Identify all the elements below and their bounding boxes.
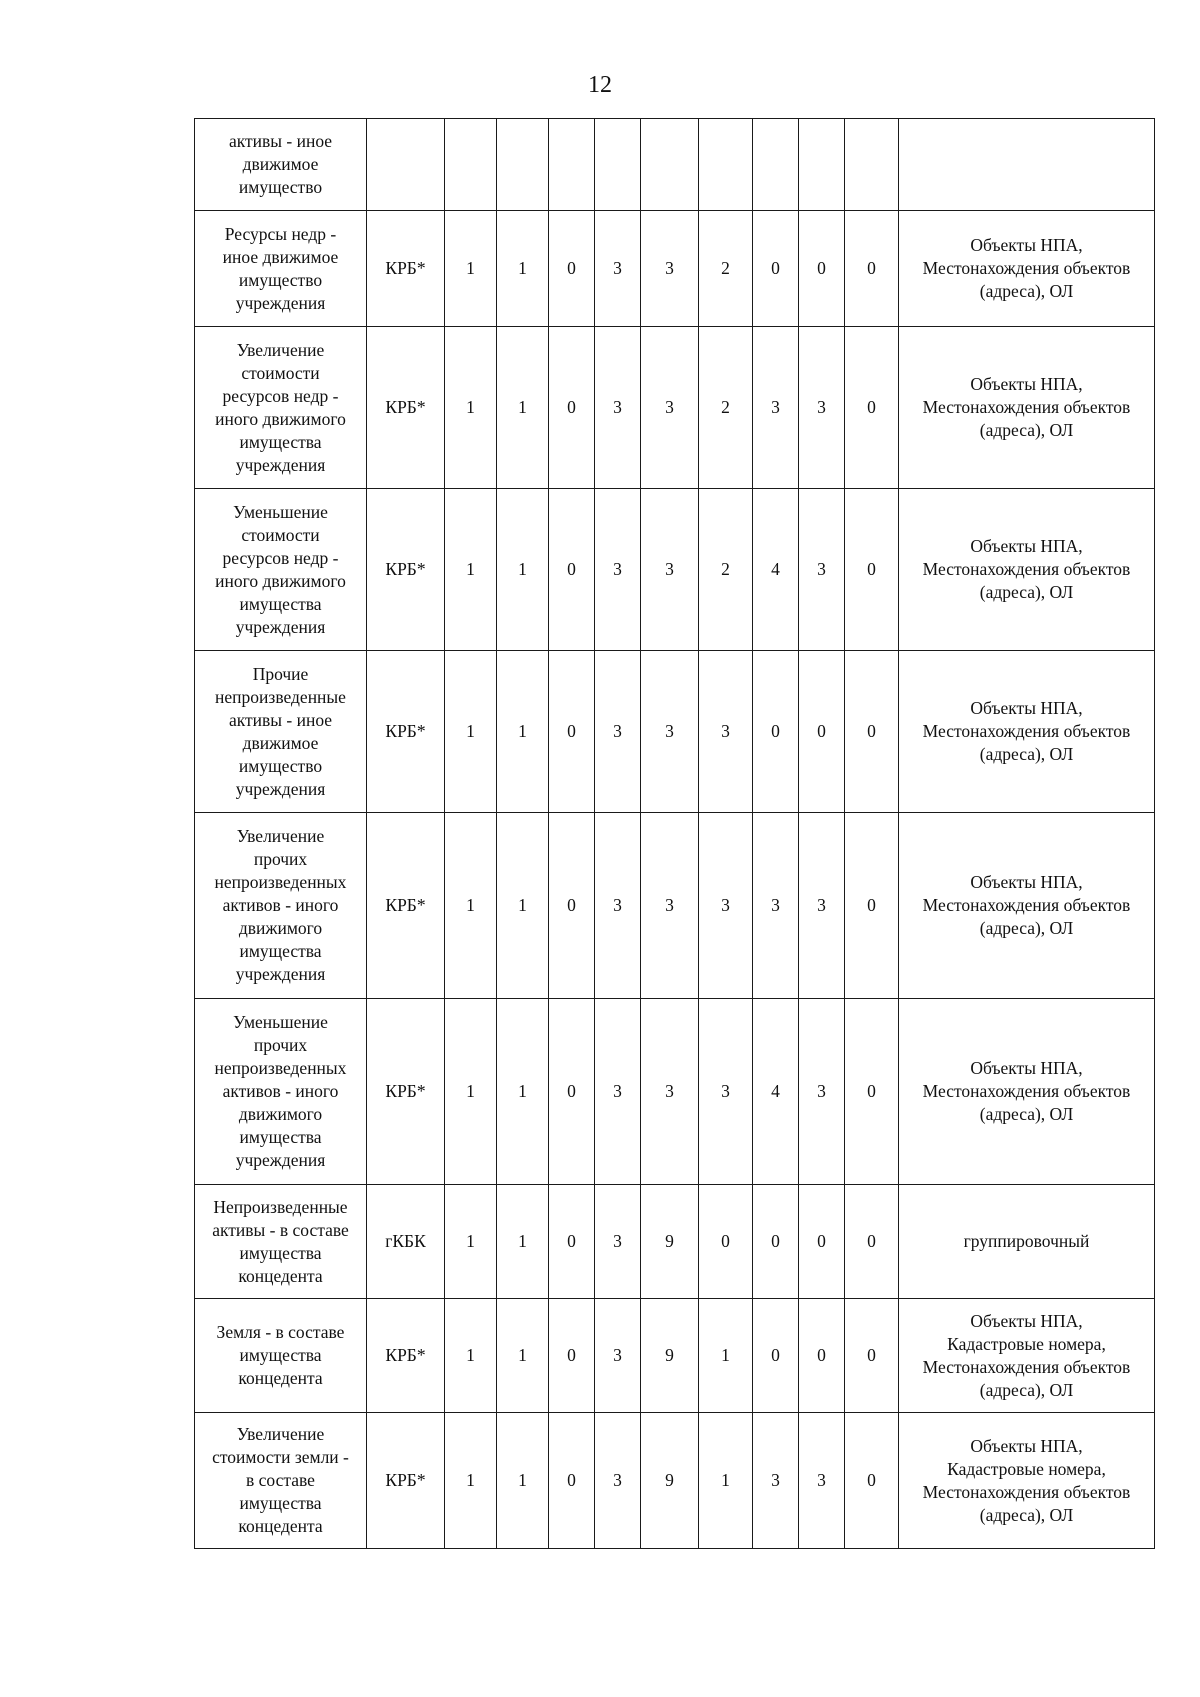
row-code-digit-cell: 3 [753, 327, 799, 489]
row-code-digit-cell: 3 [699, 651, 753, 813]
row-type-cell: КРБ* [367, 489, 445, 651]
row-code-digit-cell: 0 [699, 1185, 753, 1299]
row-analytics-cell: Объекты НПА, Местонахождения объектов (адреса), ОЛ [899, 651, 1155, 813]
row-code-digit-cell: 0 [845, 651, 899, 813]
row-code-digit-cell: 0 [753, 651, 799, 813]
row-code-digit-cell: 3 [753, 813, 799, 999]
row-code-digit-cell: 1 [445, 1299, 497, 1413]
row-code-digit-cell: 3 [595, 1413, 641, 1549]
row-code-digit-cell [445, 119, 497, 211]
row-code-digit-cell: 3 [595, 211, 641, 327]
row-code-digit-cell: 0 [549, 1299, 595, 1413]
row-code-digit-cell [699, 119, 753, 211]
row-code-digit-cell: 3 [641, 211, 699, 327]
row-name-cell: Уменьшение стоимости ресурсов недр - иного движимого имущества учреждения [195, 489, 367, 651]
row-code-digit-cell: 2 [699, 327, 753, 489]
page-number: 12 [588, 72, 612, 98]
row-code-digit-cell: 0 [549, 489, 595, 651]
row-code-digit-cell [497, 119, 549, 211]
row-code-digit-cell: 9 [641, 1299, 699, 1413]
table-body [195, 119, 1155, 1549]
row-code-digit-cell: 0 [549, 1185, 595, 1299]
row-type-cell [367, 119, 445, 211]
table-row [195, 813, 1155, 999]
row-code-digit-cell: 1 [497, 211, 549, 327]
table-row [195, 1185, 1155, 1299]
row-code-digit-cell: 0 [845, 813, 899, 999]
row-code-digit-cell: 0 [799, 651, 845, 813]
row-code-digit-cell: 0 [799, 1185, 845, 1299]
row-code-digit-cell: 9 [641, 1413, 699, 1549]
row-code-digit-cell: 3 [799, 813, 845, 999]
row-code-digit-cell [641, 119, 699, 211]
row-code-digit-cell: 1 [497, 1413, 549, 1549]
row-code-digit-cell: 1 [445, 813, 497, 999]
row-code-digit-cell: 0 [799, 1299, 845, 1413]
row-code-digit-cell: 0 [549, 999, 595, 1185]
row-code-digit-cell [595, 119, 641, 211]
row-code-digit-cell: 9 [641, 1185, 699, 1299]
row-code-digit-cell: 1 [497, 489, 549, 651]
row-code-digit-cell: 3 [595, 327, 641, 489]
row-code-digit-cell: 0 [753, 1185, 799, 1299]
classification-table [194, 118, 1155, 1549]
row-code-digit-cell: 0 [753, 211, 799, 327]
row-code-digit-cell: 1 [445, 1185, 497, 1299]
row-code-digit-cell: 1 [445, 999, 497, 1185]
row-code-digit-cell: 1 [445, 1413, 497, 1549]
row-code-digit-cell: 0 [549, 651, 595, 813]
row-code-digit-cell: 0 [845, 1413, 899, 1549]
row-code-digit-cell: 3 [641, 999, 699, 1185]
row-code-digit-cell: 4 [753, 489, 799, 651]
row-code-digit-cell: 0 [753, 1299, 799, 1413]
table-row [195, 489, 1155, 651]
row-analytics-cell: Объекты НПА, Кадастровые номера, Местонахождения объектов (адреса), ОЛ [899, 1413, 1155, 1549]
row-name-cell: Ресурсы недр - иное движимое имущество учреждения [195, 211, 367, 327]
row-code-digit-cell: 1 [699, 1413, 753, 1549]
row-analytics-cell: группировочный [899, 1185, 1155, 1299]
row-code-digit-cell: 3 [595, 999, 641, 1185]
row-code-digit-cell: 0 [845, 327, 899, 489]
row-code-digit-cell: 0 [845, 1299, 899, 1413]
row-code-digit-cell: 0 [549, 1413, 595, 1549]
row-code-digit-cell: 1 [497, 813, 549, 999]
row-type-cell: КРБ* [367, 1299, 445, 1413]
row-code-digit-cell: 3 [799, 489, 845, 651]
row-analytics-cell: Объекты НПА, Кадастровые номера, Местонахождения объектов (адреса), ОЛ [899, 1299, 1155, 1413]
row-type-cell: КРБ* [367, 1413, 445, 1549]
row-analytics-cell [899, 119, 1155, 211]
row-code-digit-cell: 3 [641, 651, 699, 813]
row-code-digit-cell: 3 [595, 489, 641, 651]
row-name-cell: Увеличение стоимости земли - в составе имущества концедента [195, 1413, 367, 1549]
row-code-digit-cell: 0 [549, 327, 595, 489]
row-code-digit-cell: 2 [699, 489, 753, 651]
row-code-digit-cell: 3 [595, 1185, 641, 1299]
row-code-digit-cell: 1 [699, 1299, 753, 1413]
row-code-digit-cell: 3 [799, 1413, 845, 1549]
row-code-digit-cell: 3 [699, 999, 753, 1185]
row-name-cell: Непроизведенные активы - в составе имущества концедента [195, 1185, 367, 1299]
row-analytics-cell: Объекты НПА, Местонахождения объектов (адреса), ОЛ [899, 211, 1155, 327]
row-name-cell: активы - иное движимое имущество [195, 119, 367, 211]
row-code-digit-cell [845, 119, 899, 211]
row-analytics-cell: Объекты НПА, Местонахождения объектов (адреса), ОЛ [899, 327, 1155, 489]
row-analytics-cell: Объекты НПА, Местонахождения объектов (адреса), ОЛ [899, 489, 1155, 651]
row-code-digit-cell: 3 [753, 1413, 799, 1549]
row-code-digit-cell [549, 119, 595, 211]
row-type-cell: КРБ* [367, 813, 445, 999]
table-row [195, 651, 1155, 813]
row-code-digit-cell: 0 [845, 489, 899, 651]
row-name-cell: Прочие непроизведенные активы - иное движимое имущество учреждения [195, 651, 367, 813]
row-type-cell: КРБ* [367, 327, 445, 489]
table-row [195, 327, 1155, 489]
row-code-digit-cell: 3 [641, 327, 699, 489]
row-code-digit-cell: 3 [641, 489, 699, 651]
row-code-digit-cell: 1 [497, 999, 549, 1185]
row-type-cell: КРБ* [367, 651, 445, 813]
row-type-cell: КРБ* [367, 999, 445, 1185]
row-code-digit-cell: 0 [845, 999, 899, 1185]
row-analytics-cell: Объекты НПА, Местонахождения объектов (адреса), ОЛ [899, 813, 1155, 999]
row-code-digit-cell: 1 [497, 1185, 549, 1299]
table-row [195, 211, 1155, 327]
row-code-digit-cell: 1 [445, 651, 497, 813]
row-code-digit-cell: 3 [799, 999, 845, 1185]
row-type-cell: гКБК [367, 1185, 445, 1299]
row-analytics-cell: Объекты НПА, Местонахождения объектов (адреса), ОЛ [899, 999, 1155, 1185]
row-name-cell: Уменьшение прочих непроизведенных активов - иного движимого имущества учреждения [195, 999, 367, 1185]
row-type-cell: КРБ* [367, 211, 445, 327]
row-code-digit-cell: 4 [753, 999, 799, 1185]
table-row [195, 1299, 1155, 1413]
row-code-digit-cell: 1 [497, 1299, 549, 1413]
table-row [195, 119, 1155, 211]
row-code-digit-cell: 3 [595, 1299, 641, 1413]
row-code-digit-cell: 3 [699, 813, 753, 999]
row-code-digit-cell: 0 [799, 211, 845, 327]
row-code-digit-cell: 0 [549, 211, 595, 327]
row-code-digit-cell: 3 [595, 651, 641, 813]
row-code-digit-cell: 3 [595, 813, 641, 999]
row-code-digit-cell: 0 [549, 813, 595, 999]
row-code-digit-cell: 1 [497, 651, 549, 813]
row-code-digit-cell: 3 [799, 327, 845, 489]
row-code-digit-cell [799, 119, 845, 211]
row-code-digit-cell: 1 [445, 489, 497, 651]
row-code-digit-cell [753, 119, 799, 211]
row-code-digit-cell: 0 [845, 1185, 899, 1299]
row-code-digit-cell: 2 [699, 211, 753, 327]
row-code-digit-cell: 3 [641, 813, 699, 999]
row-code-digit-cell: 1 [497, 327, 549, 489]
table-row [195, 1413, 1155, 1549]
row-name-cell: Увеличение стоимости ресурсов недр - иного движимого имущества учреждения [195, 327, 367, 489]
row-code-digit-cell: 1 [445, 211, 497, 327]
row-name-cell: Земля - в составе имущества концедента [195, 1299, 367, 1413]
row-code-digit-cell: 1 [445, 327, 497, 489]
row-name-cell: Увеличение прочих непроизведенных активов - иного движимого имущества учреждения [195, 813, 367, 999]
table-row [195, 999, 1155, 1185]
row-code-digit-cell: 0 [845, 211, 899, 327]
